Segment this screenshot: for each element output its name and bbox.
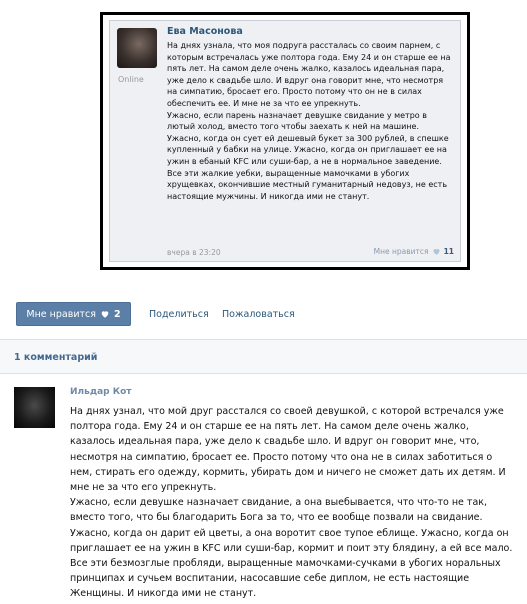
embedded-post [109,20,461,262]
comment-text [70,404,515,602]
embedded-post-like [374,247,454,256]
embedded-post-like-label: Мне нравится [373,247,429,256]
embedded-post-date: вчера в 23:20 [167,248,221,257]
like-button[interactable] [16,302,131,326]
comment-author[interactable]: Ильдар Кот [70,387,132,397]
like-count: 2 [113,308,121,320]
embedded-post-text [167,40,455,202]
comments-header [0,340,527,374]
comment-paragraph: На днях узнал, что мой друг расстался со своей девушкой, с которой встречался уже полтора года. Ему 24 и он старше ее на пять лет. На самом деле очень жалко, казалось идеальная пара, уже дело к свадьбе шло. И вдруг он говорит мне, что, несмотря на симпатию, бросает ее. Просто потому что она не в силах заботиться о нем, стирать его одежду, кормить, убирать дом и ничего не сможет дать их детям. И мне не за что его упрекнуть. [70,406,506,494]
comment-paragraph: Ужасно, если девушке назначает свидание, а она выебывается, что что-то не так, вместо того, что бы благодарить Бога за то, что ее вообще позвали на свидание. Ужасно, когда он дарит ей цветы, а она воротит свое тупое еблище. Ужасно, когда он приглашает ее на ужин в KFC или суши-бар, кормит и поит эту блядину, а ей все мало. Все эти безмозглые пробляди, выращенные мамочками-сучками в убогих норальных принципах и сучьем воспитании, насосавшие себе диплом, не есть настоящие Женщины. И никогда ими не станут. [70,497,513,600]
share-link[interactable]: Поделиться [149,309,209,320]
heart-icon [432,247,441,256]
embedded-post-online-status: Online [118,75,144,84]
heart-icon [100,309,110,319]
embedded-post-screenshot [100,12,470,270]
embedded-post-author: Ева Масонова [167,26,243,37]
embedded-post-like-count: 11 [443,247,454,256]
report-link[interactable]: Пожаловаться [222,309,295,320]
like-button-label: Мне нравится [26,308,96,320]
embedded-post-paragraph: Ужасно, если парень назначает девушке свидание у метро в лютый холод, вместо того чтобы заехать к ней на машине. Ужасно, когда он сует ей дешевый букет за 300 рублей, в спешке купленный у бабки на улице. Ужасно, когда он приглашает ее на ужин в ебаный KFC или суши-бар, а не в нормальное заведение. Все эти жалкие уебки, выращенные мамочками в убогих хрущевках, окончившие местный гуманитарный недовуз, не есть настоящие мужчины. И никогда ими не станут. [167,110,449,201]
avatar[interactable] [14,387,55,428]
embedded-post-paragraph: На днях узнала, что моя подруга рассталась со своим парнем, с которым встречалась уже полтора года. Ему 24 и он старше ее на пять лет. На самом деле очень жалко, казалось идеальная пара, уже дело к свадьбе шло. И вдруг она говорит мне, что несмотря на симпатию, бросает его. Просто потому что он не в силах обеспечить ее. И мне не за что ее упрекнуть. [167,41,451,108]
comments-count: 1 комментарий [14,352,98,363]
embedded-post-avatar [117,28,157,68]
